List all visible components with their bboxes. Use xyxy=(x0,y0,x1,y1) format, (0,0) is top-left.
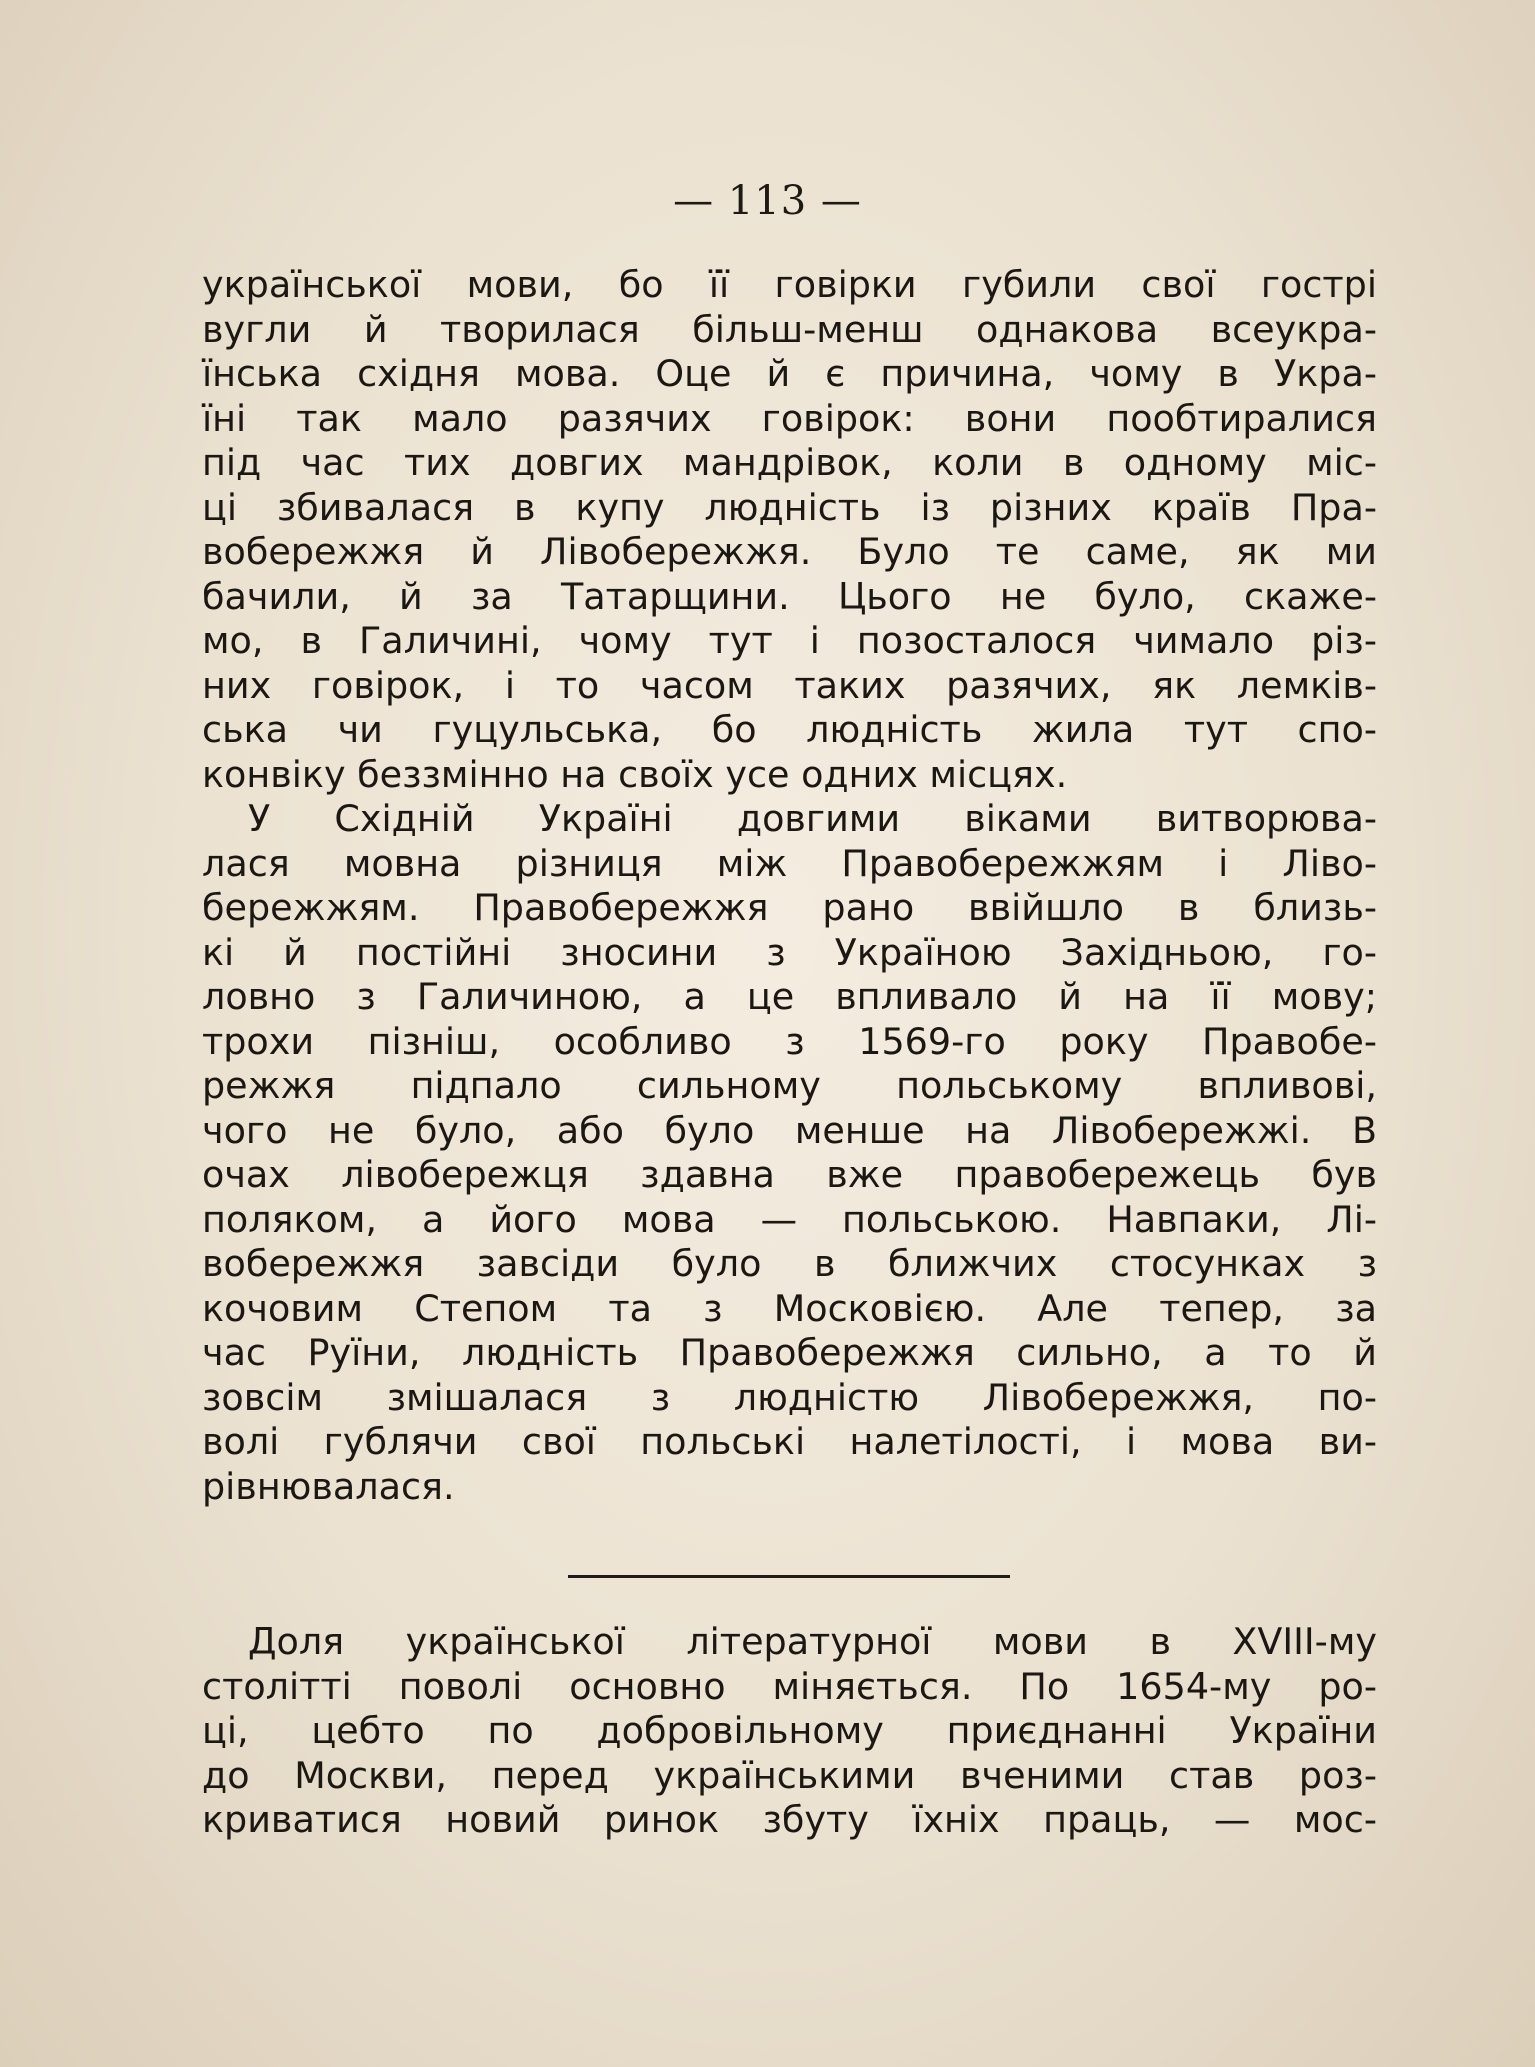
text-line: вобережжя й Лівобережжя. Було те саме, як ми xyxy=(202,530,1377,573)
text-line: конвіку беззмінно на своїх усе одних місцях. xyxy=(202,752,1068,796)
text-line: Доля української літературної мови в XVIII-му xyxy=(248,1620,1377,1663)
text-line: лася мовна різниця між Правобережжям і Ліво- xyxy=(202,841,1377,885)
text-line: столітті поволі основно міняється. По 1654-му ро- xyxy=(202,1664,1377,1708)
text-line: під час тих довгих мандрівок, коли в одному міс- xyxy=(202,441,1377,484)
text-line: рівнювалася. xyxy=(202,1464,455,1508)
text-line: ці збивалася в купу людність із різних країв Пра- xyxy=(202,485,1377,529)
text-line: У Східній Україні довгими віками витворюва- xyxy=(248,797,1377,840)
text-line: криватися новий ринок збуту їхніх праць, — мос- xyxy=(202,1798,1377,1841)
text-line: бережжям. Правобережжя рано ввійшло в близь- xyxy=(202,886,1377,929)
text-line: трохи пізніш, особливо з 1569-го року Правобе- xyxy=(202,1019,1377,1063)
text-line: мо, в Галичині, чому тут і позосталося чимало різ- xyxy=(202,619,1377,662)
text-line: поляком, а його мова — польською. Навпаки, Лі- xyxy=(202,1197,1377,1241)
text-line: української мови, бо її говірки губили свої гострі xyxy=(202,263,1377,306)
text-line: режжя підпало сильному польському впливові, xyxy=(202,1064,1377,1107)
text-line: їнська східня мова. Оце й є причина, чому в Укра- xyxy=(202,352,1377,395)
text-line: чого не було, або було менше на Лівобережжі. В xyxy=(202,1108,1377,1152)
text-line: кі й постійні зносини з Україною Західньою, го- xyxy=(202,930,1377,974)
text-line: очах лівобережця здавна вже правобережець був xyxy=(202,1153,1377,1196)
text-line: їні так мало разячих говірок: вони пообтиралися xyxy=(202,396,1377,440)
text-line: вобережжя завсіди було в ближчих стосунках з xyxy=(202,1242,1377,1285)
text-line: ловно з Галичиною, а це впливало й на її мову; xyxy=(202,975,1377,1018)
body-text-section-2 xyxy=(202,1620,1377,1843)
page-number: — 113 — xyxy=(673,178,862,224)
text-line: до Москви, перед українськими вченими став роз- xyxy=(202,1753,1377,1797)
section-divider xyxy=(568,1575,1010,1578)
text-line: час Руїни, людність Правобережжя сильно, а то й xyxy=(202,1331,1377,1374)
text-line: ська чи гуцульська, бо людність жила тут спо- xyxy=(202,708,1377,751)
text-line: волі гублячи свої польські налетілості, і мова ви- xyxy=(202,1420,1377,1463)
body-text-section-1 xyxy=(202,263,1377,1509)
text-line: кочовим Степом та з Московією. Але тепер, за xyxy=(202,1286,1377,1330)
text-line: бачили, й за Татарщини. Цього не було, скаже- xyxy=(202,574,1377,618)
text-line: вугли й творилася більш-менш однакова всеукра- xyxy=(202,307,1377,351)
text-line: зовсім змішалася з людністю Лівобережжя, по- xyxy=(202,1375,1377,1419)
text-line: ці, цебто по добровільному приєднанні України xyxy=(202,1709,1377,1752)
text-line: них говірок, і то часом таких разячих, як лемків- xyxy=(202,663,1377,707)
